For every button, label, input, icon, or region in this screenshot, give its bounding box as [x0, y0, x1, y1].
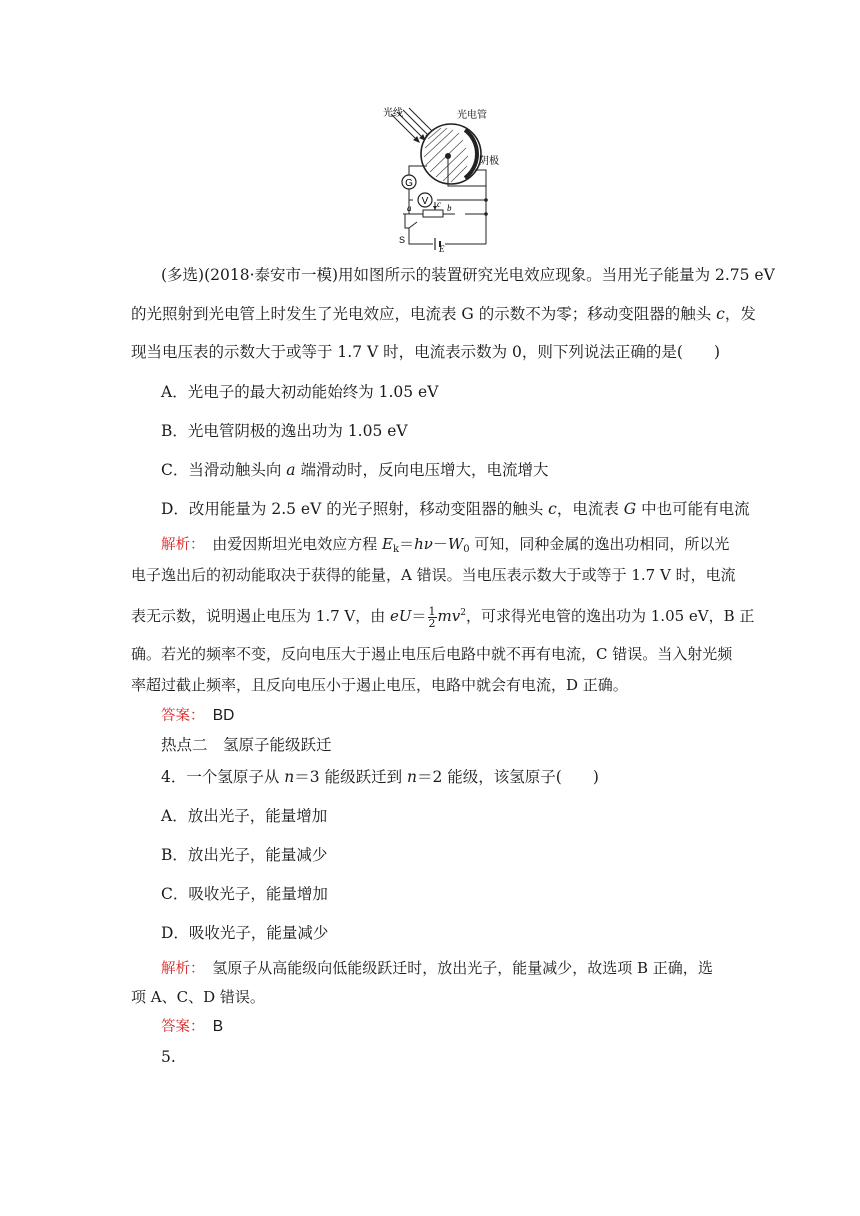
label-light: 光线: [383, 108, 403, 119]
q3-sol-3-eq: ＝: [411, 607, 427, 625]
q3-daan-label: 答案：: [161, 708, 198, 724]
q3-opt-c-post: 端滑动时，反向电压增大，电流增大: [295, 461, 549, 479]
q3-sol-1-w: W: [447, 535, 464, 553]
q4-option-b: B．放出光子，能量减少: [161, 846, 328, 864]
q3-option-b: B．光电管阴极的逸出功为 1.05 eV: [161, 422, 408, 440]
fraction-denominator: 2: [428, 616, 436, 630]
photo-tube: [421, 124, 481, 184]
q4-solution-line-2: 项 A、C、D 错误。: [131, 988, 265, 1006]
label-e: E: [439, 244, 445, 252]
q3-option-d: [161, 498, 750, 520]
q3-sol-3-fraction: [428, 606, 437, 629]
label-g: G: [405, 178, 413, 189]
q3-stem-line-3: [131, 341, 720, 363]
q3-stem-2var: c: [716, 305, 725, 323]
fraction-numerator: 1: [428, 604, 436, 618]
q3-opt-c-pre: C．当滑动触头向: [161, 461, 287, 479]
q3-solution-line-5: 率超过截止频率，且反向电压小于遏止电压，电路中就会有电流，D 正确。: [131, 676, 628, 694]
section-heading-hotspot-2: 热点二 氢原子能级跃迁: [161, 736, 332, 754]
q4-option-c: C．吸收光子，能量增加: [161, 885, 328, 903]
q4-stem-pre: 4．一个氢原子从: [161, 768, 285, 786]
q3-sol-1-minus: －: [432, 535, 448, 553]
q3-stem-2a: 的光照射到光电管上时发生了光电效应，电流表 G 的示数不为零；移动变阻器的触头: [131, 305, 717, 323]
q3-jiexi-label: 解析：: [161, 537, 198, 553]
q3-opt-d-var: c: [548, 500, 557, 518]
label-s: S: [399, 235, 406, 245]
q4-sol-1: 氢原子从高能级向低能级跃迁时，放出光子，能量减少，故选项 B 正确，选: [197, 959, 713, 977]
q3-stem-line-2: [131, 303, 756, 325]
q4-n2: n: [407, 768, 417, 786]
q3-sol-3-eu: eU: [390, 607, 412, 625]
q3-stem-1: (多选)(2018·泰安市一模)用如图所示的装置研究光电效应现象。当用光子能量为 2.75 eV: [161, 266, 775, 284]
q3-stem-2b: ，发: [724, 305, 756, 323]
q3-option-a: A．光电子的最大初动能始终为 1.05 eV: [161, 383, 439, 401]
q4-option-d: D．吸收光子，能量减少: [161, 924, 329, 942]
q3-stem-line-1: [161, 264, 775, 286]
q3-sol-1-eq: ＝: [399, 535, 415, 553]
label-b: b: [447, 203, 452, 213]
q3-opt-d-pre: D．改用能量为 2.5 eV 的光子照射，移动变阻器的触头: [161, 500, 549, 518]
q3-sol-1-e: E: [382, 535, 393, 553]
q4-eq2: ＝2 能级，该氢原子( ): [416, 768, 599, 786]
q4-solution-line-1: [161, 957, 713, 980]
label-c: c: [437, 199, 441, 209]
q4-eq1: ＝3 能级跃迁到: [294, 768, 407, 786]
q3-opt-d-var2: G: [623, 500, 637, 518]
q3-sol-3-post: ，可求得光电管的逸出功为 1.05 eV，B 正: [465, 607, 755, 625]
q4-stem: [161, 766, 599, 788]
q3-solution-line-2: 电子逸出后的初动能取决于获得的能量，A 错误。当电压表示数大于或等于 1.7 V 时，电流: [131, 566, 736, 584]
q3-sol-1-k: k: [392, 544, 400, 555]
q3-solution-line-4: 确。若光的频率不变，反向电压大于遏止电压后电路中就不再有电流，C 错误。当入射光频: [131, 645, 733, 663]
q3-opt-d-post: 中也可能有电流: [636, 500, 750, 518]
label-cathode: 阴极: [479, 156, 499, 167]
label-a: a: [407, 203, 412, 213]
q3-stem-3: 现当电压表的示数大于或等于 1.7 V 时，电流表示数为 0，则下列说法正确的是( ): [131, 343, 721, 361]
q3-sol-3-mv: mv: [437, 607, 461, 625]
q3-sol-1-0: 0: [463, 544, 470, 555]
q3-solution-line-1: [161, 533, 729, 561]
q4-option-a: A．放出光子，能量增加: [161, 807, 328, 825]
q4-answer: [161, 1015, 223, 1038]
q5-number: 5.: [161, 1048, 176, 1066]
q3-daan-value: BD: [197, 707, 235, 724]
q3-sol-3-sq: 2: [460, 608, 466, 618]
q4-daan-value: B: [197, 1018, 224, 1035]
label-tube: 光电管: [457, 110, 487, 121]
q3-opt-c-var: a: [286, 461, 296, 479]
q4-n1: n: [284, 768, 295, 786]
photoelectric-circuit-figure: [383, 104, 503, 252]
q3-sol-3-pre: 表无示数，说明遏止电压为 1.7 V，由: [131, 607, 390, 625]
q4-jiexi-label: 解析：: [161, 961, 198, 977]
label-v: V: [421, 196, 429, 207]
q3-solution-line-3: [131, 602, 754, 629]
rheostat: [423, 210, 443, 217]
q3-sol-1-post: 可知，同种金属的逸出功相同，所以光: [469, 535, 730, 553]
q3-answer: [161, 704, 234, 727]
q4-daan-label: 答案：: [161, 1019, 198, 1035]
q3-opt-d-mid: ，电流表: [556, 500, 624, 518]
q3-sol-1-pre: 由爱因斯坦光电效应方程: [197, 535, 383, 553]
q3-option-c: [161, 459, 548, 481]
q3-sol-1-h: hν: [414, 535, 433, 553]
